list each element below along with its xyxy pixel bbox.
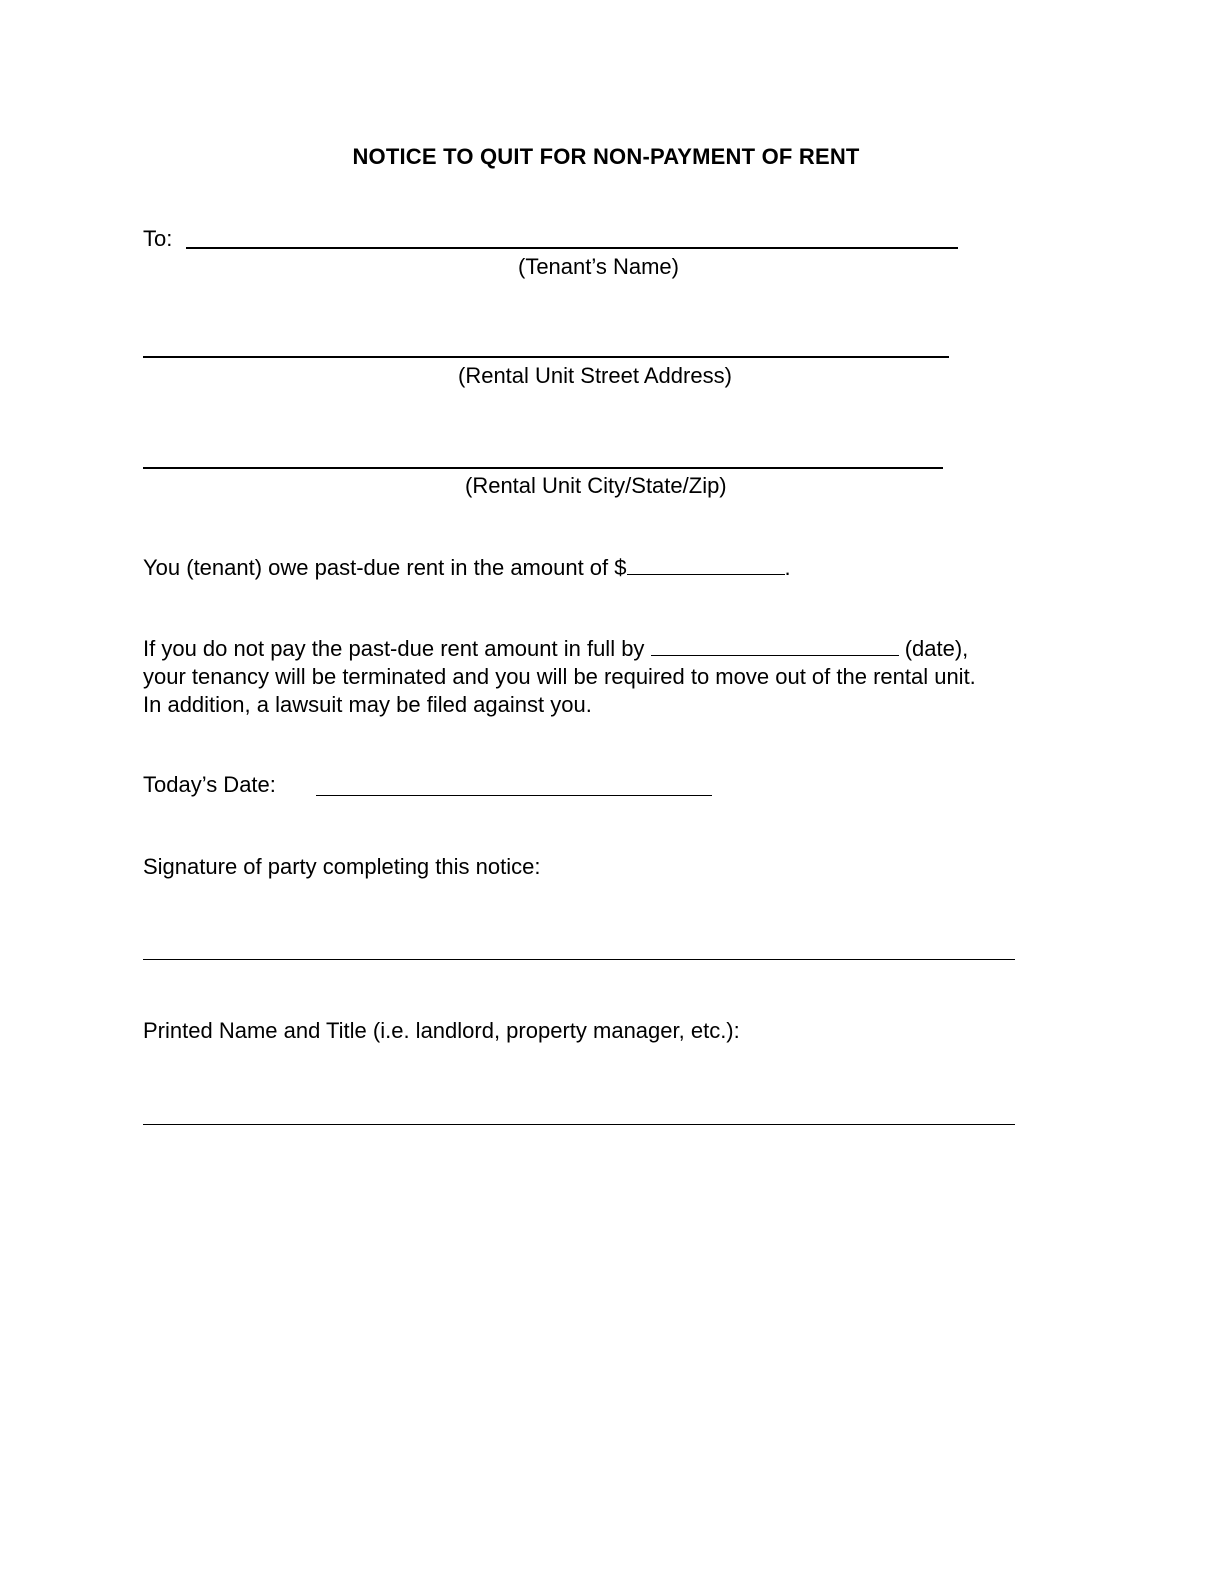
city-state-zip-caption: (Rental Unit City/State/Zip) — [465, 473, 727, 498]
pay-line-2: your tenancy will be terminated and you will be required to move out of the rental unit. — [143, 664, 976, 689]
due-date-field[interactable] — [651, 635, 899, 656]
printed-name-label: Printed Name and Title (i.e. landlord, property manager, etc.): — [143, 1018, 740, 1043]
printed-name-field[interactable] — [143, 1124, 1015, 1125]
todays-date-field[interactable] — [316, 795, 712, 796]
tenant-name-caption: (Tenant’s Name) — [518, 254, 679, 279]
signature-label: Signature of party completing this notice: — [143, 854, 541, 879]
tenant-name-field[interactable] — [186, 247, 958, 249]
pay-line-3: In addition, a lawsuit may be filed against you. — [143, 692, 592, 717]
city-state-zip-field[interactable] — [143, 467, 943, 469]
owe-text: You (tenant) owe past-due rent in the amount of $ — [143, 555, 627, 580]
to-label: To: — [143, 226, 173, 251]
owe-period: . — [784, 555, 791, 580]
amount-field[interactable] — [627, 554, 785, 575]
street-address-caption: (Rental Unit Street Address) — [458, 363, 732, 388]
street-address-field[interactable] — [143, 356, 949, 358]
document-title: NOTICE TO QUIT FOR NON-PAYMENT OF RENT — [352, 144, 860, 169]
pay-line-1 — [143, 635, 968, 663]
pay-text-1: If you do not pay the past-due rent amount in full by — [143, 636, 645, 661]
todays-date-label: Today’s Date: — [143, 772, 276, 797]
owe-line — [143, 554, 791, 582]
pay-text-1-end: (date), — [904, 636, 969, 661]
signature-field[interactable] — [143, 959, 1015, 960]
